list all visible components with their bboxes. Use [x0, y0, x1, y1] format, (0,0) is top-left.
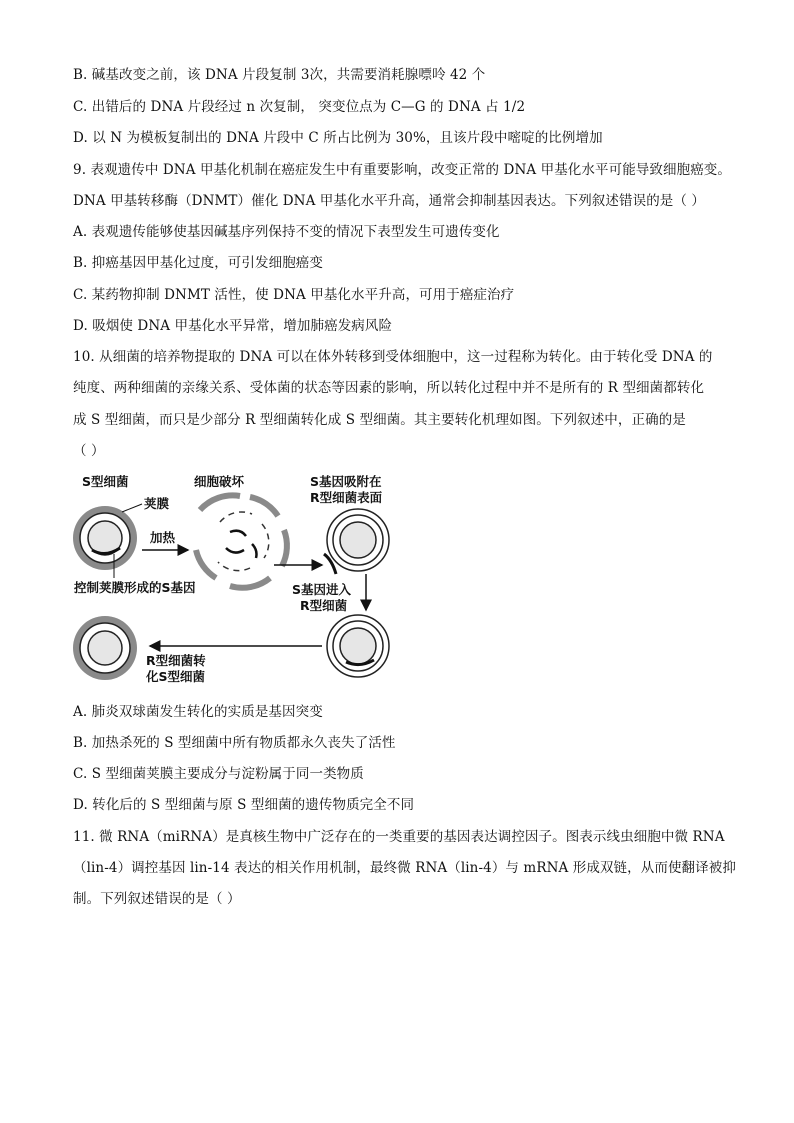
r-bacterium-entered-cell: [327, 615, 389, 677]
option-10d: D. 转化后的 S 型细菌与原 S 型细菌的遗传物质完全不同: [73, 797, 415, 813]
question-10-stem-3: 成 S 型细菌，而只是少部分 R 型细菌转化成 S 型细菌。其主要转化机理如图。下列叙述中，正确的是: [73, 412, 686, 428]
question-10-stem-1: 10. 从细菌的培养物提取的 DNA 可以在体外转移到受体细胞中，这一过程称为转化。由于转化受 DNA 的: [73, 349, 713, 365]
r-bacterium-adsorb-cell: [324, 509, 389, 574]
capsule-pointer: [122, 504, 142, 512]
adsorb-label-1: S基因吸附在: [310, 474, 382, 489]
transformation-diagram: [70, 470, 400, 695]
option-8d: D. 以 N 为模板复制出的 DNA 片段中 C 所占比例为 30%，且该片段中嘧啶的比例增加: [73, 130, 603, 146]
adsorb-label-2: R型细菌表面: [310, 490, 383, 505]
question-10-stem-2: 纯度、两种细菌的亲缘关系、受体菌的状态等因素的影响，所以转化过程中并不是所有的 R 型细菌都转化: [73, 380, 705, 396]
cell-broken-label: 细胞破坏: [194, 474, 245, 489]
broken-cell: [196, 495, 287, 587]
capsule-label: 荚膜: [144, 496, 170, 511]
option-9c: C. 某药物抑制 DNMT 活性，使 DNA 甲基化水平升高，可用于癌症治疗: [73, 287, 515, 303]
enter-label-1: S基因进入: [292, 582, 352, 597]
question-11-stem-2: （lin-4）调控基因 lin-14 表达的相关作用机制，最终微 RNA（lin-4）与 mRNA 形成双链，从而使翻译被抑: [73, 860, 736, 876]
transform-label-1: R型细菌转: [146, 653, 206, 668]
question-10-stem-4: （ ）: [73, 443, 105, 459]
question-11-stem-1: 11. 微 RNA（miRNA）是真核生物中广泛存在的一类重要的基因表达调控因子。图表示线虫细胞中微 RNA: [73, 829, 725, 845]
s-bacteria-label: S型细菌: [82, 474, 129, 489]
question-11-stem-3: 制。下列叙述错误的是（ ）: [73, 891, 241, 907]
transform-label-2: 化S型细菌: [146, 669, 206, 684]
enter-label-2: R型细菌: [300, 598, 348, 613]
option-10b: B. 加热杀死的 S 型细菌中所有物质都永久丧失了活性: [73, 735, 396, 751]
transformed-s-bacterium-cell: [73, 616, 137, 680]
s-bacterium-cell: [73, 506, 137, 570]
heat-label: 加热: [150, 530, 176, 545]
s-gene-label: 控制荚膜形成的S基因: [74, 580, 196, 595]
option-9a: A. 表观遗传能够使基因碱基序列保持不变的情况下表型发生可遗传变化: [73, 224, 500, 240]
option-8c: C. 出错后的 DNA 片段经过 n 次复制， 突变位点为 C—G 的 DNA 占 1/2: [73, 99, 526, 115]
option-9b: B. 抑癌基因甲基化过度，可引发细胞癌变: [73, 255, 324, 271]
option-10a: A. 肺炎双球菌发生转化的实质是基因突变: [73, 704, 323, 720]
option-8b: B. 碱基改变之前，该 DNA 片段复制 3次，共需要消耗腺嘌呤 42 个: [73, 67, 486, 83]
option-10c: C. S 型细菌荚膜主要成分与淀粉属于同一类物质: [73, 766, 364, 782]
question-9-stem-1: 9. 表观遗传中 DNA 甲基化机制在癌症发生中有重要影响，改变正常的 DNA 甲基化水平可能导致细胞癌变。: [73, 162, 732, 178]
option-9d: D. 吸烟使 DNA 甲基化水平异常，增加肺癌发病风险: [73, 318, 393, 334]
question-9-stem-2: DNA 甲基转移酶（DNMT）催化 DNA 甲基化水平升高，通常会抑制基因表达。下列叙述错误的是（ ）: [73, 193, 705, 209]
